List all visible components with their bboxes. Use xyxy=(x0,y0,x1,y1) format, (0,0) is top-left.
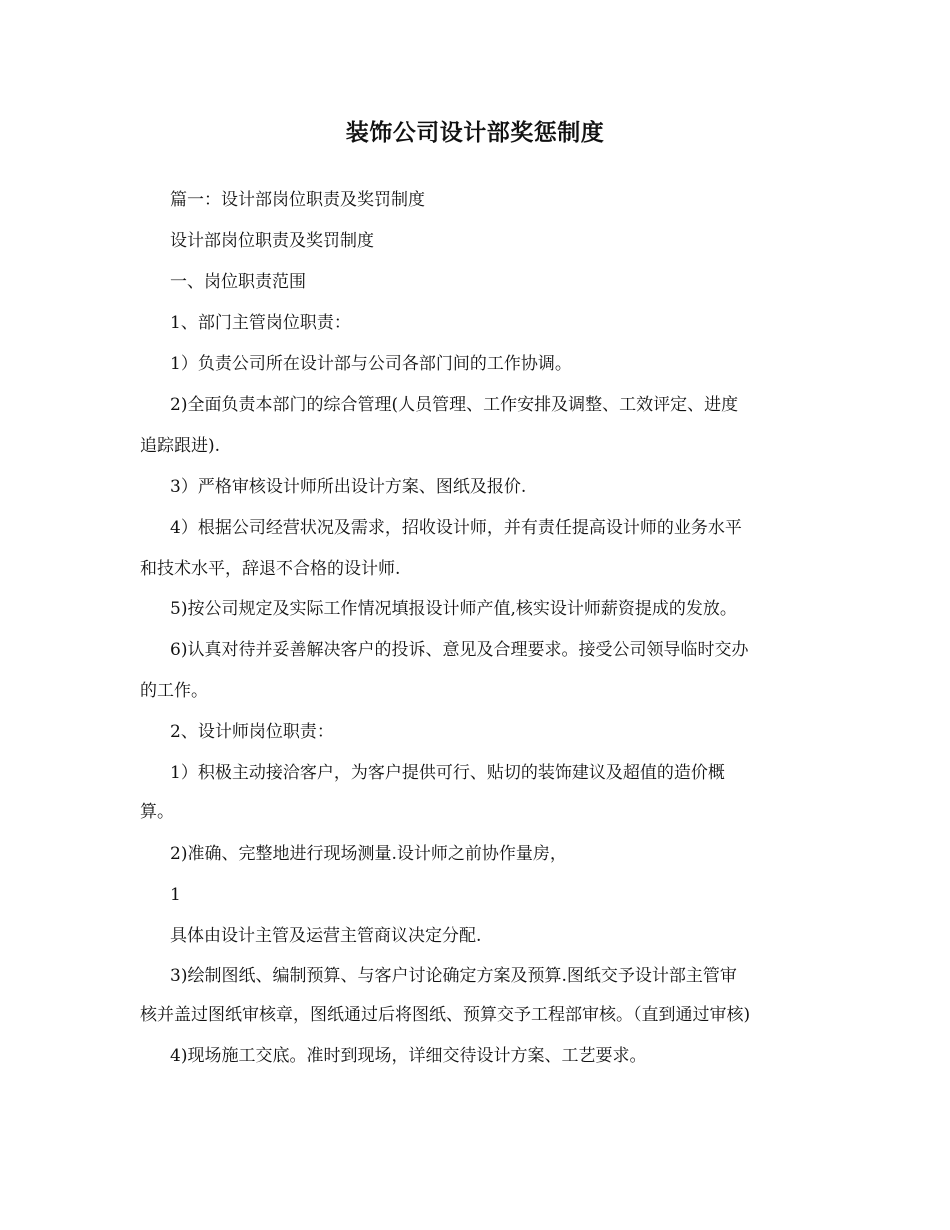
paragraph-line: 具体由设计主管及运营主管商议决定分配. xyxy=(170,926,482,946)
paragraph-line: 算。 xyxy=(140,802,174,822)
paragraph-line: 2)准确、完整地进行现场测量.设计师之前协作量房， xyxy=(170,844,567,864)
paragraph-line: 和技术水平，辞退不合格的设计师. xyxy=(140,559,401,579)
subheading-designer-duties: 2、设计师岗位职责： xyxy=(170,722,334,742)
paragraph-line: 1）积极主动接洽客户，为客户提供可行、贴切的装饰建议及超值的造价概 xyxy=(170,763,725,783)
subheading-supervisor-duties: 1、部门主管岗位职责： xyxy=(170,313,351,333)
paragraph-line: 2)全面负责本部门的综合管理(人员管理、工作安排及调整、工效评定、进度 xyxy=(170,395,739,415)
paragraph-line: 6)认真对待并妥善解决客户的投诉、意见及合理要求。接受公司领导临时交办 xyxy=(170,640,749,660)
section-heading-part-one: 篇一：设计部岗位职责及奖罚制度 xyxy=(170,190,425,210)
subtitle-line: 设计部岗位职责及奖罚制度 xyxy=(170,231,374,251)
paragraph-line: 1）负责公司所在设计部与公司各部门间的工作协调。 xyxy=(170,354,572,374)
paragraph-line: 4）根据公司经营状况及需求，招收设计师，并有责任提高设计师的业务水平 xyxy=(170,518,742,538)
paragraph-line: 4)现场施工交底。准时到现场，详细交待设计方案、工艺要求。 xyxy=(170,1046,647,1066)
section-heading-duties-scope: 一、岗位职责范围 xyxy=(170,272,306,292)
paragraph-line: 追踪跟进). xyxy=(140,436,221,456)
paragraph-line: 3）严格审核设计师所出设计方案、图纸及报价. xyxy=(170,477,527,497)
paragraph-line: 核并盖过图纸审核章，图纸通过后将图纸、预算交予工程部审核。（直到通过审核) xyxy=(140,1005,751,1025)
paragraph-line: 5)按公司规定及实际工作情况填报设计师产值,核实设计师薪资提成的发放。 xyxy=(170,599,737,619)
document-title: 装饰公司设计部奖惩制度 xyxy=(345,119,605,146)
page-number: 1 xyxy=(170,885,181,905)
paragraph-line: 3)绘制图纸、编制预算、与客户讨论确定方案及预算.图纸交予设计部主管审 xyxy=(170,966,737,986)
paragraph-line: 的工作。 xyxy=(140,681,208,701)
